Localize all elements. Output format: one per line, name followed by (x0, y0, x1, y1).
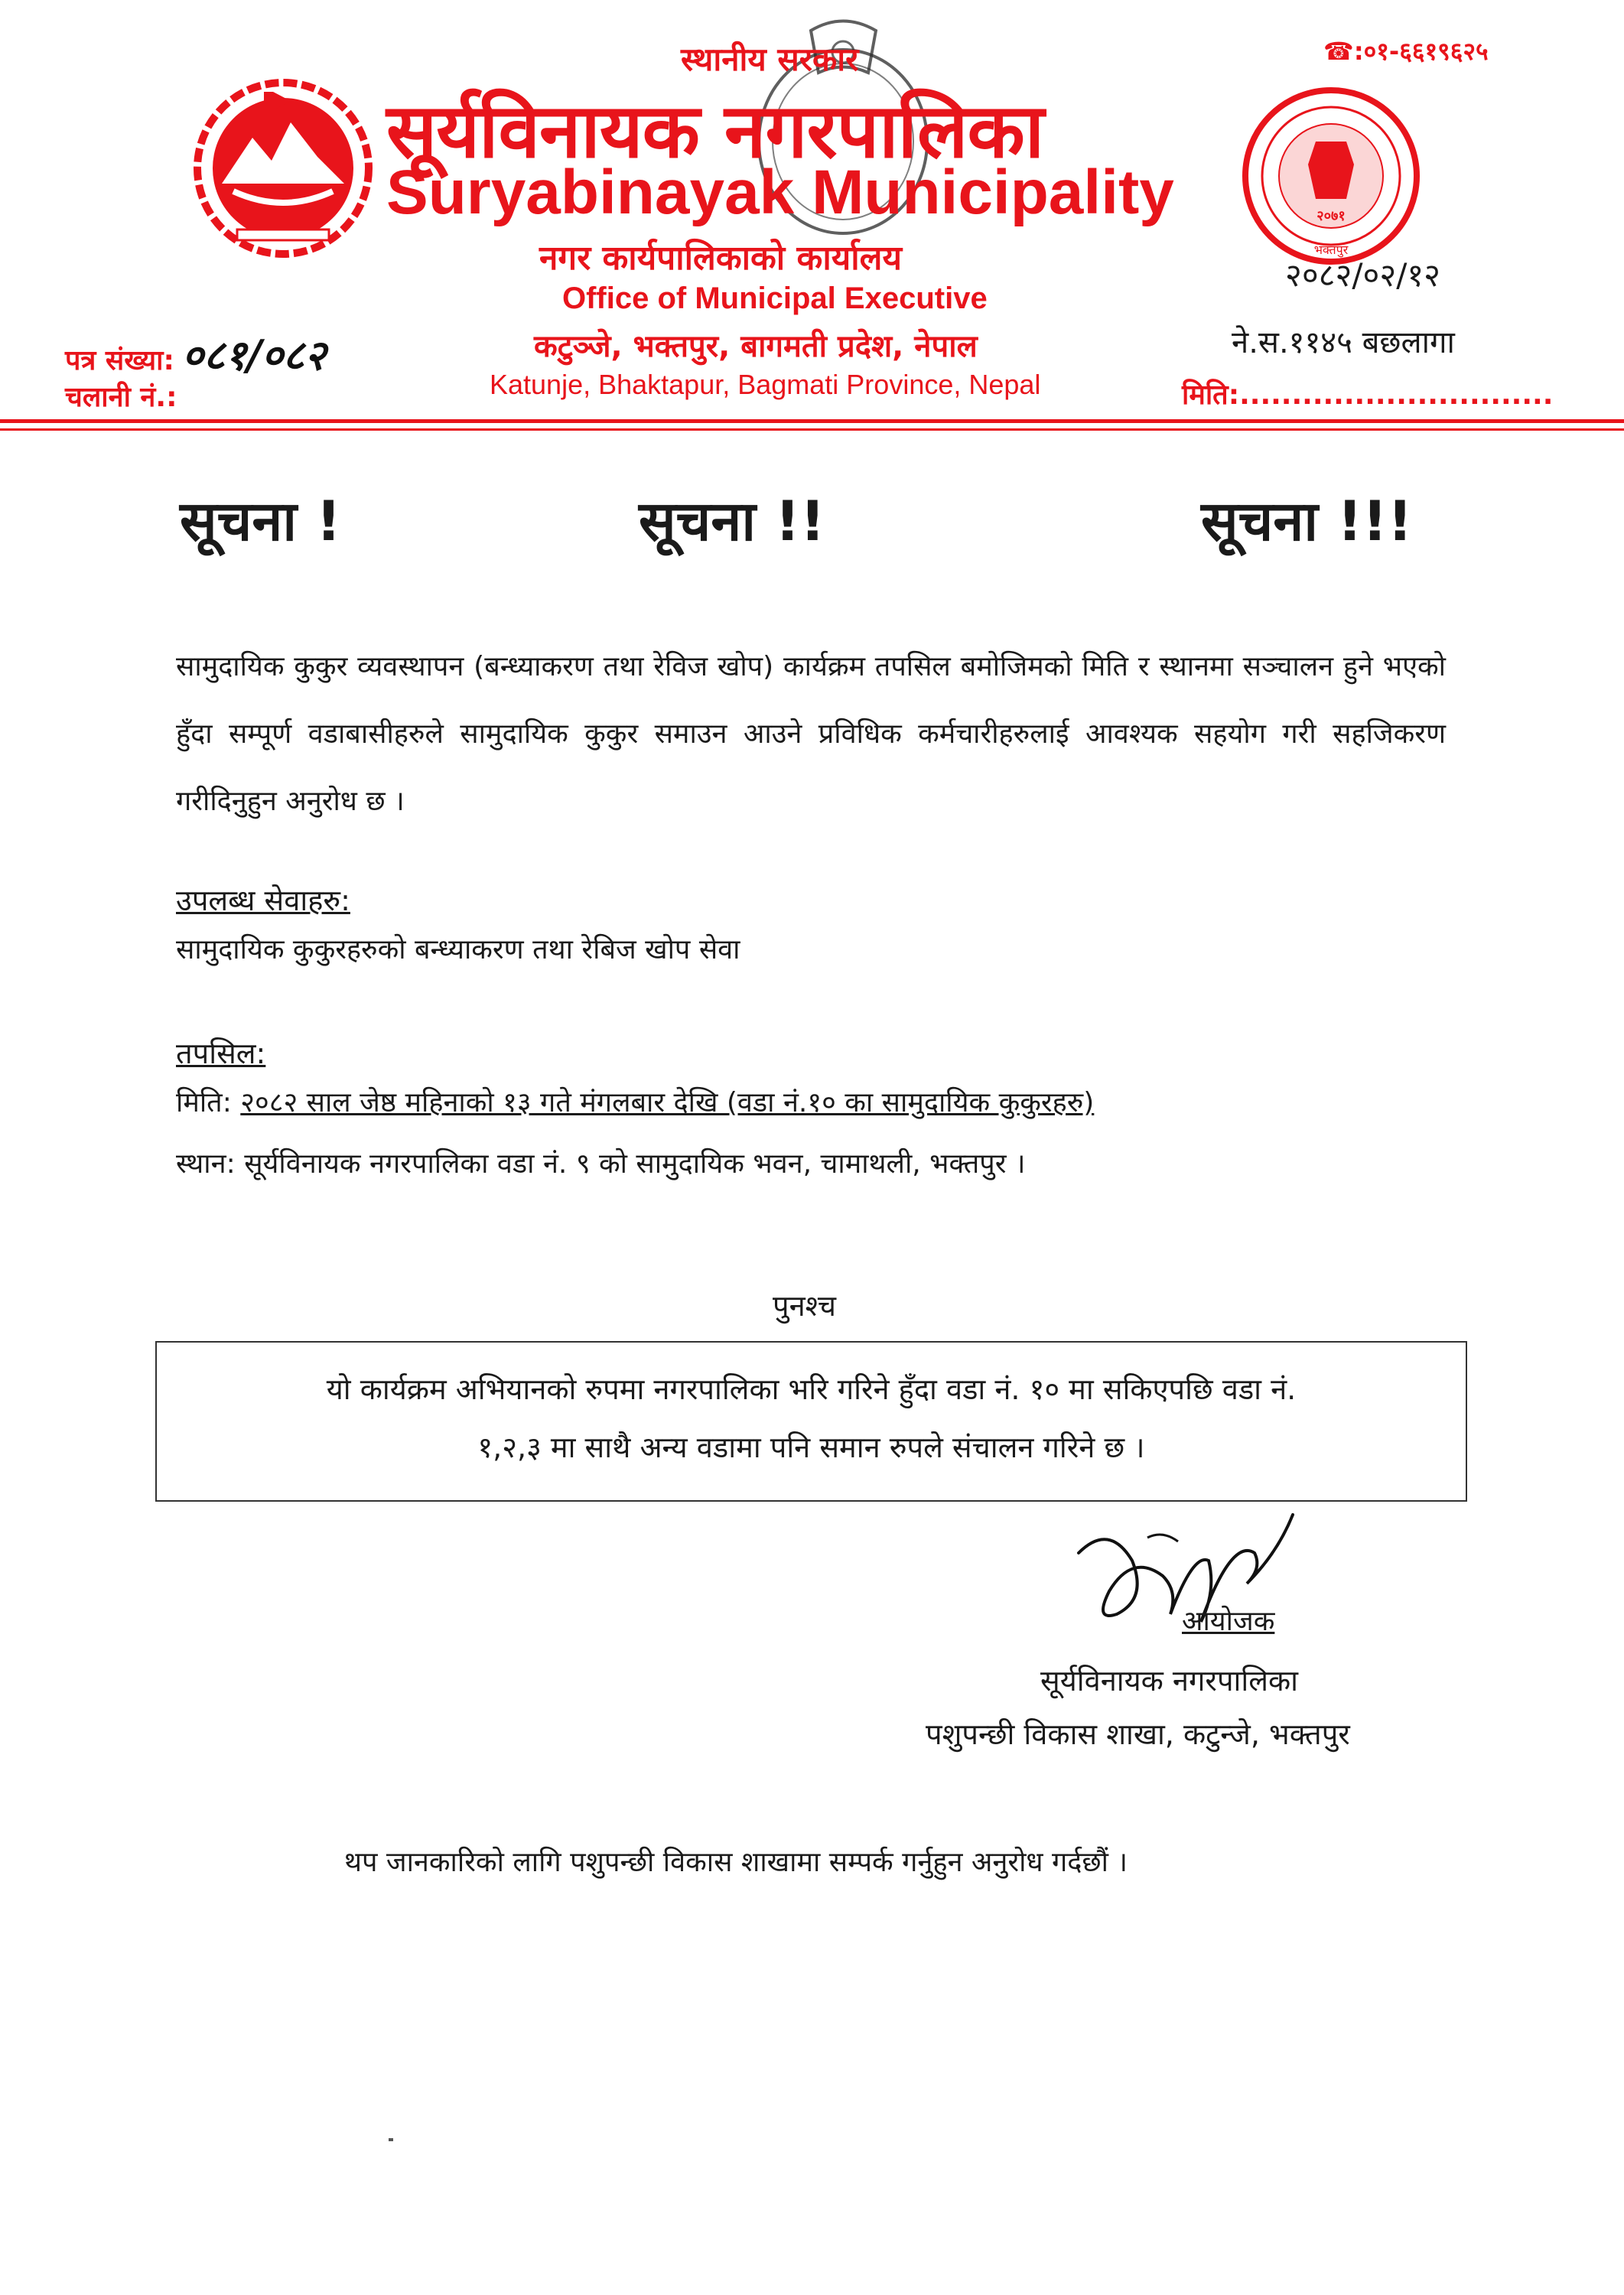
letter-number-value: ०८१/०८२ (181, 330, 327, 379)
office-name-nepali: नगर कार्यपालिकाको कार्यालय (539, 239, 902, 278)
notice-heading-1: सूचना ! (180, 489, 341, 553)
miti-field (1182, 375, 1553, 412)
government-line: स्थानीय सरकार (681, 41, 859, 78)
postscript-line-2: १,२,३ मा साथै अन्य वडामा पनि समान रुपले संचालन गरिने छ । (477, 1431, 1145, 1464)
schedule-date-row (176, 1082, 1094, 1120)
municipality-name-nepali: सूर्यविनायक नगरपालिका (386, 88, 1044, 175)
schedule-place-value: सूर्यविनायक नगरपालिका वडा नं. ९ को सामुदायिक भवन, चामाथली, भक्तपुर । (244, 1148, 1026, 1180)
header-divider (0, 419, 1624, 423)
svg-text:२०७१: २०७१ (1316, 208, 1346, 224)
services-heading: उपलब्ध सेवाहरु: (176, 884, 350, 917)
postscript-line-1: यो कार्यक्रम अभियानको रुपमा नगरपालिका भरि गरिने हुँदा वडा नं. १० मा सकिएपछि वडा नं. (326, 1372, 1297, 1406)
organizer-label: आयोजक (1182, 1606, 1275, 1637)
phone-number: ☎:०१-६६१९६२५ (1323, 37, 1489, 66)
nepal-government-emblem-icon (191, 76, 375, 260)
postscript-heading: पुनश्च (773, 1289, 836, 1323)
notice-heading-2: सूचना !! (639, 489, 825, 553)
letter-date: २०८२/०२/१२ (1285, 256, 1441, 294)
organizer-branch: पशुपन्छी विकास शाखा, कटुन्जे, भक्तपुर (926, 1717, 1350, 1751)
schedule-place-row (176, 1144, 1026, 1181)
address-english: Katunje, Bhaktapur, Bagmati Province, Nepal (490, 369, 1041, 400)
footer-note: थप जानकारिको लागि पशुपन्छी विकास शाखामा सम्पर्क गर्नुहुन अनुरोध गर्दछौं । (344, 1847, 1128, 1878)
scan-speck (389, 2138, 393, 2141)
schedule-place-label: स्थान: (176, 1148, 236, 1180)
schedule-date-value: २०८२ साल जेष्ठ महिनाको १३ गते मंगलबार देखि (वडा नं.१० का सामुदायिक कुकुरहरु) (240, 1087, 1095, 1118)
intro-paragraph: सामुदायिक कुकुर व्यवस्थापन (बन्ध्याकरण तथा रेविज खोप) कार्यक्रम तपसिल बमोजिमको मिति र स्थानमा सञ्चालन हुने भएको हुँदा सम्पूर्ण वडाबासीहरुले सामुदायिक कुकुर समाउन आउने प्रविधिक कर्मचारीहरुलाई आवश्यक सहयोग गरी सहजिकरण गरीदिनुहुन अनुरोध छ । (176, 651, 1446, 817)
dispatch-number-label: चलानी नं.: (65, 382, 177, 413)
schedule-heading: तपसिल: (176, 1037, 266, 1070)
miti-blank: .............................. (1239, 379, 1554, 411)
letter-number-label: पत्र संख्या: (65, 345, 174, 376)
office-name-english: Office of Municipal Executive (562, 282, 988, 315)
postscript-text (155, 1360, 1467, 1476)
miti-label: मिति: (1182, 379, 1240, 411)
organizer-name: सूर्यविनायक नगरपालिका (1040, 1664, 1299, 1698)
letter-number-field (65, 325, 326, 382)
notice-heading-3: सूचना !!! (1201, 489, 1413, 553)
nepal-sambat-date: ने.स.११४५ बछलागा (1232, 325, 1455, 360)
svg-text:भक्तपुर: भक्तपुर (1313, 243, 1349, 257)
municipality-logo-icon (1239, 84, 1423, 268)
schedule-date-label: मिति: (176, 1087, 232, 1118)
services-text: सामुदायिक कुकुरहरुको बन्ध्याकरण तथा रेबिज खोप सेवा (176, 934, 740, 965)
municipality-name-english: Suryabinayak Municipality (386, 158, 1174, 227)
address-nepali: कटुञ्जे, भक्तपुर, बागमती प्रदेश, नेपाल (534, 329, 978, 364)
header-divider-secondary (0, 428, 1624, 431)
